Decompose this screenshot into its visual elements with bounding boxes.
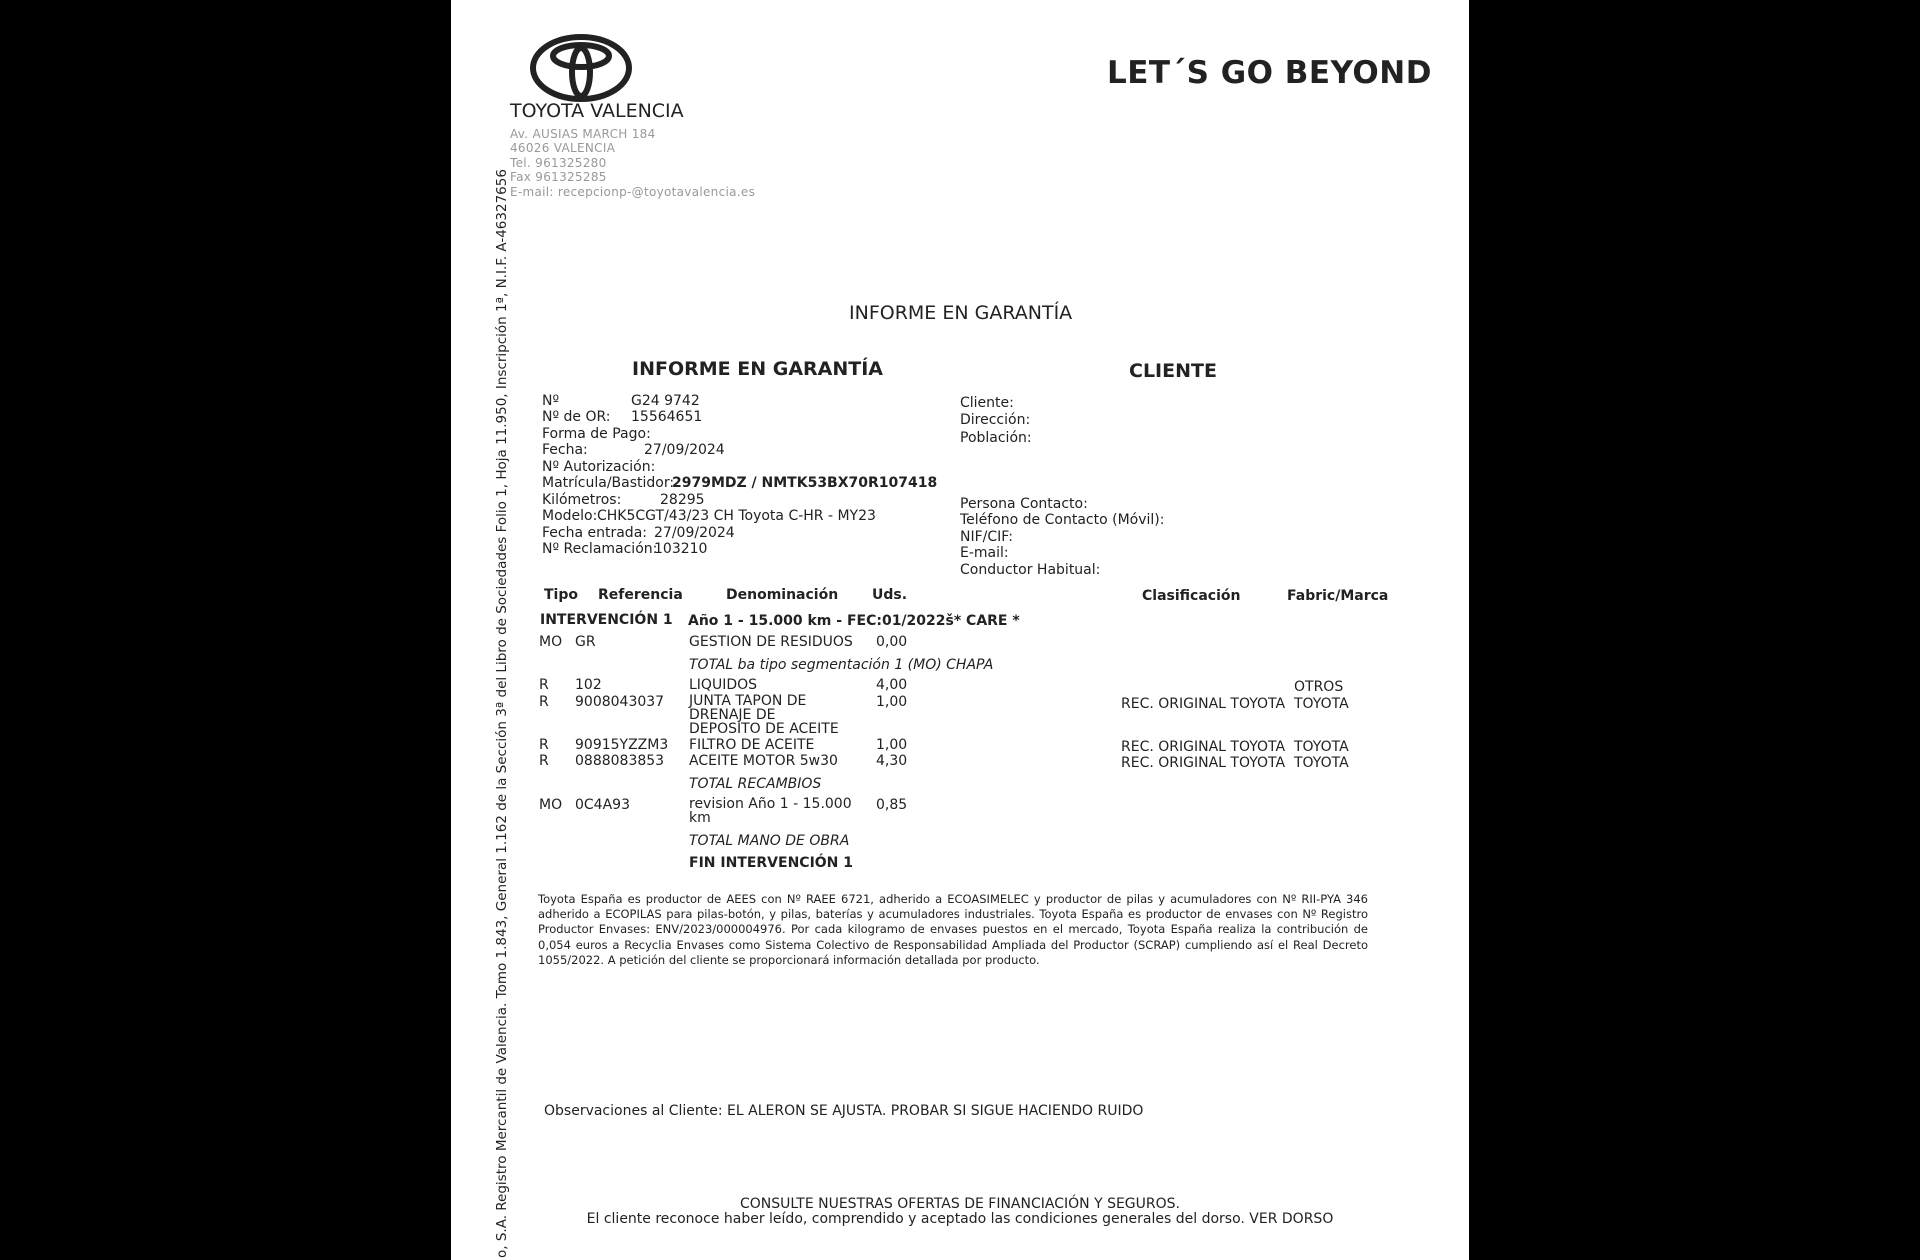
cell-den: JUNTA TAPON DE DRENAJE DE DEPOSITO DE ACEITE xyxy=(689,693,839,737)
intervention-end: FIN INTERVENCIÓN 1 xyxy=(689,855,854,871)
cliente-field-label: Conductor Habitual: xyxy=(960,562,1101,578)
cell-clasificacion: REC. ORIGINAL TOYOTA xyxy=(1121,739,1286,755)
cell-den: GESTION DE RESIDUOS xyxy=(689,634,853,650)
cell-uds: 0,85 xyxy=(876,797,908,813)
field-label: Nº Autorización: xyxy=(542,459,656,475)
field-label: Matrícula/Bastidor: xyxy=(542,475,675,491)
field-value: 27/09/2024 xyxy=(654,525,735,541)
cell-ref: GR xyxy=(575,634,596,650)
registry-sidebar-text: o, S.A. Registro Mercantil de Valencia. Tomo 1.843, General 1.162 de la Sección 3ª del Libro de Sociedades Folio 1, Hoja 11.950, Inscripción 1ª, N.I.F. A-46327656 xyxy=(494,169,510,1258)
field-label: Fecha: xyxy=(542,442,588,458)
field-value: 28295 xyxy=(660,492,705,508)
field-value: 27/09/2024 xyxy=(644,442,725,458)
customer-observations: Observaciones al Cliente: EL ALERON SE AJUSTA. PROBAR SI SIGUE HACIENDO RUIDO xyxy=(544,1103,1144,1119)
cell-ref: 102 xyxy=(575,677,602,693)
cell-tipo: R xyxy=(539,694,549,710)
legal-notice: Toyota España es productor de AEES con Nº RAEE 6721, adherido a ECOASIMELEC y productor de pilas y acumuladores con Nº RII-PYA 346 adherido a ECOPILAS para pilas-botón, y pilas, baterías y acumuladores industriales. Toyota España es productor de envases con Nº Registro Productor Envases: ENV/2023/000004976. Por cada kilogramo de envases puestos en el mercado, Toyota España realiza la contribución de 0,054 euros a Recyclia Envases como Sistema Colectivo de Responsabilidad Ampliada del Productor (SCRAP) cumpliendo así el Real Decreto 1055/2022. A petición del cliente se proporcionará información detallada por producto. xyxy=(538,892,1368,967)
cell-uds: 4,00 xyxy=(876,677,908,693)
cell-den: LIQUIDOS xyxy=(689,677,758,693)
field-label: Fecha entrada: xyxy=(542,525,647,541)
address-line: E-mail: recepcionp-@toyotavalencia.es xyxy=(510,185,756,199)
cliente-heading: CLIENTE xyxy=(1129,360,1217,382)
table-header-denominacion: Denominación xyxy=(726,587,839,603)
cell-den: revision Año 1 - 15.000 km xyxy=(689,796,852,826)
cliente-field-label: Teléfono de Contacto (Móvil): xyxy=(960,512,1165,528)
informe-heading: INFORME EN GARANTÍA xyxy=(632,358,883,380)
cell-tipo: MO xyxy=(539,634,563,650)
cell-tipo: R xyxy=(539,753,549,769)
cell-clasificacion: REC. ORIGINAL TOYOTA xyxy=(1121,755,1286,771)
subtotal-note: TOTAL ba tipo segmentación 1 (MO) CHAPA xyxy=(689,657,994,673)
cell-den: ACEITE MOTOR 5w30 xyxy=(689,753,838,769)
cell-tipo: R xyxy=(539,737,549,753)
field-label: Kilómetros: xyxy=(542,492,622,508)
field-label: Modelo: xyxy=(542,508,598,524)
footer-acceptance: El cliente reconoce haber leído, comprendido y aceptado las condiciones generales del dorso. VER DORSO xyxy=(586,1211,1334,1227)
cell-ref: 90915YZZM3 xyxy=(575,737,669,753)
cell-marca: OTROS xyxy=(1294,679,1344,695)
cell-uds: 1,00 xyxy=(876,694,908,710)
field-label: Nº xyxy=(542,393,560,409)
cell-uds: 1,00 xyxy=(876,737,908,753)
table-header-uds: Uds. xyxy=(872,587,908,603)
field-label: Forma de Pago: xyxy=(542,426,651,442)
field-label: Nº Reclamación: xyxy=(542,541,658,557)
field-label: Nº de OR: xyxy=(542,409,611,425)
cliente-field-label: Dirección: xyxy=(960,412,1031,428)
cell-marca: TOYOTA xyxy=(1294,739,1349,755)
table-header-marca: Fabric/Marca xyxy=(1287,588,1389,604)
address-line: Fax 961325285 xyxy=(510,170,607,184)
subtotal-note: TOTAL RECAMBIOS xyxy=(689,776,822,792)
cliente-field-label: Población: xyxy=(960,430,1032,446)
intervention-label: INTERVENCIÓN 1 xyxy=(540,612,673,628)
cliente-field-label: Persona Contacto: xyxy=(960,496,1088,512)
cell-tipo: MO xyxy=(539,797,563,813)
cell-ref: 0888083853 xyxy=(575,753,665,769)
table-header-clasificacion: Clasificación xyxy=(1142,588,1241,604)
brand-name: TOYOTA VALENCIA xyxy=(510,100,684,122)
field-value: 15564651 xyxy=(631,409,703,425)
address-line: Tel. 961325280 xyxy=(510,156,607,170)
field-value: CHK5CGT/43/23 CH Toyota C-HR - MY23 xyxy=(597,508,876,524)
document-page xyxy=(451,0,1469,1260)
toyota-logo xyxy=(529,34,633,102)
field-value: G24 9742 xyxy=(631,393,700,409)
cell-ref: 0C4A93 xyxy=(575,797,630,813)
cell-marca: TOYOTA xyxy=(1294,696,1349,712)
cell-tipo: R xyxy=(539,677,549,693)
cliente-field-label: NIF/CIF: xyxy=(960,529,1013,545)
intervention-description: Año 1 - 15.000 km - FEC:01/2022š* CARE * xyxy=(688,613,1020,629)
document-title: INFORME EN GARANTÍA xyxy=(849,302,1073,324)
table-header-tipo: Tipo xyxy=(544,587,578,603)
slogan: LET´S GO BEYOND xyxy=(1107,55,1432,91)
cell-ref: 9008043037 xyxy=(575,694,665,710)
cell-uds: 0,00 xyxy=(876,634,908,650)
cell-clasificacion: REC. ORIGINAL TOYOTA xyxy=(1121,696,1286,712)
field-value: 103210 xyxy=(654,541,708,557)
cell-den: FILTRO DE ACEITE xyxy=(689,737,815,753)
cell-uds: 4,30 xyxy=(876,753,908,769)
table-header-referencia: Referencia xyxy=(598,587,683,603)
address-line: 46026 VALENCIA xyxy=(510,141,616,155)
cell-marca: TOYOTA xyxy=(1294,755,1349,771)
cliente-field-label: Cliente: xyxy=(960,395,1014,411)
footer-financing: CONSULTE NUESTRAS OFERTAS DE FINANCIACIÓN Y SEGUROS. xyxy=(740,1196,1180,1212)
address-line: Av. AUSIAS MARCH 184 xyxy=(510,127,656,141)
cliente-field-label: E-mail: xyxy=(960,545,1009,561)
field-value: 2979MDZ / NMTK53BX70R107418 xyxy=(672,475,938,491)
subtotal-note: TOTAL MANO DE OBRA xyxy=(689,833,850,849)
